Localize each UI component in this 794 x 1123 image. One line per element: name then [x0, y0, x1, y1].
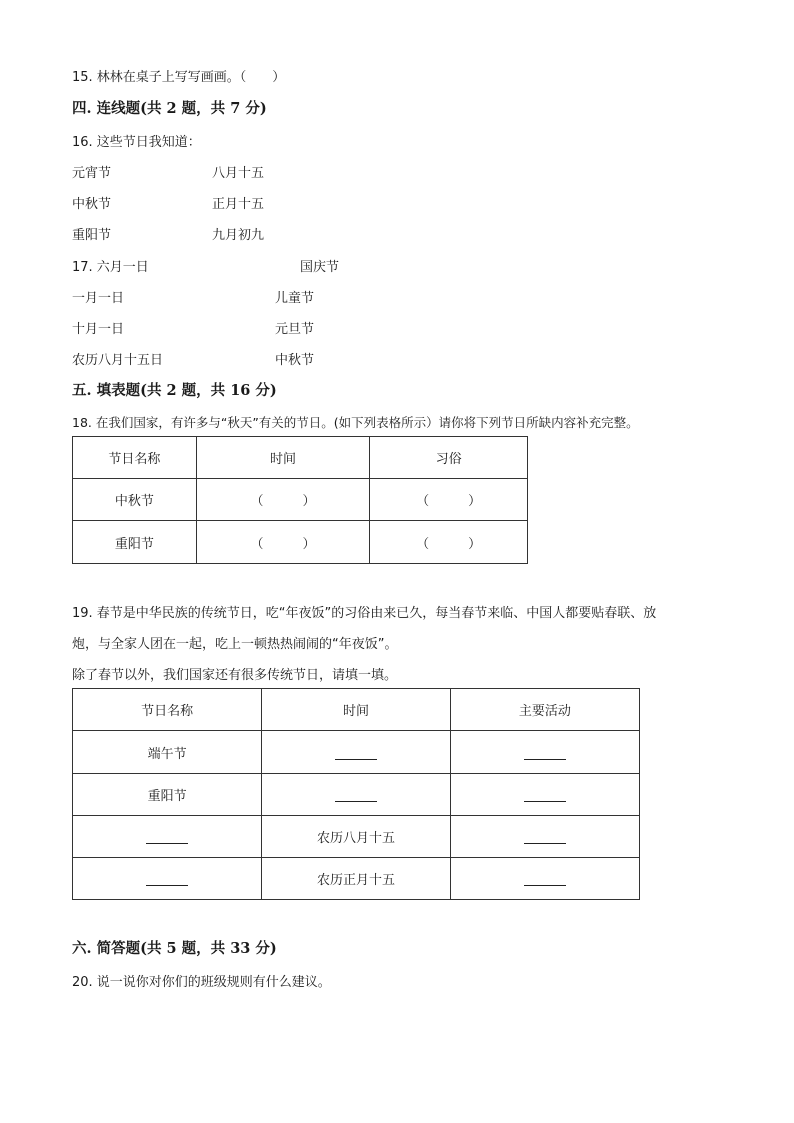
question-19-line2: 炮，与全家人团在一起，吃上一顿热热闹闹的“年夜饭”。 — [72, 637, 398, 652]
table-19-blank[interactable] — [73, 858, 262, 900]
table-19-cell: 农历八月十五 — [262, 816, 450, 858]
q17-right-item: 儿童节 — [275, 291, 315, 306]
table-19-blank[interactable] — [450, 816, 639, 858]
section-6-heading: 六. 简答题(共 5 题，共 33 分) — [72, 940, 277, 957]
q17-right-item: 中秋节 — [275, 353, 315, 368]
question-19-line3: 除了春节以外，我们国家还有很多传统节日，请填一填。 — [72, 668, 398, 683]
table-18-blank[interactable]: （ ） — [196, 479, 370, 521]
q17-left-item: 一月一日 — [72, 291, 125, 306]
q17-left-item: 十月一日 — [72, 322, 125, 337]
table-19-blank[interactable] — [262, 731, 450, 774]
blank-line[interactable] — [524, 745, 566, 760]
q16-right-item: 九月初九 — [212, 228, 265, 243]
question-18: 18. 在我们国家，有许多与“秋天”有关的节日。(如下列表格所示）请你将下列节日所缺内容补充完整。 — [72, 415, 639, 430]
q16-right-item: 正月十五 — [212, 197, 265, 212]
question-17: 17. 六月一日 — [72, 260, 149, 275]
section-5-heading: 五. 填表题(共 2 题，共 16 分) — [72, 382, 277, 399]
table-19-blank[interactable] — [450, 858, 639, 900]
blank-line[interactable] — [524, 787, 566, 802]
question-15: 15. 林林在桌子上写写画画。（ ） — [72, 70, 286, 85]
question-20: 20. 说一说你对你们的班级规则有什么建议。 — [72, 975, 331, 990]
table-19-cell: 端午节 — [73, 731, 262, 774]
question-16: 16. 这些节日我知道： — [72, 135, 201, 150]
table-19 — [72, 688, 640, 900]
table-19-header: 节日名称 — [73, 689, 262, 731]
q17-right-item: 元旦节 — [275, 322, 315, 337]
blank-line[interactable] — [524, 871, 566, 886]
q16-right-item: 八月十五 — [212, 166, 265, 181]
blank-line[interactable] — [146, 829, 188, 844]
table-19-cell: 农历正月十五 — [262, 858, 450, 900]
question-19-line1: 19. 春节是中华民族的传统节日，吃“年夜饭”的习俗由来已久，每当春节来临、中国人都要贴春联、放 — [72, 606, 657, 621]
table-18-cell: 重阳节 — [73, 521, 197, 564]
table-18-blank[interactable]: （ ） — [370, 521, 528, 564]
table-19-blank[interactable] — [450, 731, 639, 774]
table-19-header: 主要活动 — [450, 689, 639, 731]
table-18-header: 习俗 — [370, 437, 528, 479]
table-19-blank[interactable] — [73, 816, 262, 858]
blank-line[interactable] — [335, 787, 377, 802]
table-18-blank[interactable]: （ ） — [370, 479, 528, 521]
table-19-cell: 重阳节 — [73, 774, 262, 816]
q16-left-item: 重阳节 — [72, 228, 112, 243]
blank-line[interactable] — [146, 871, 188, 886]
table-18-header: 时间 — [196, 437, 370, 479]
table-18 — [72, 436, 528, 564]
q16-left-item: 元宵节 — [72, 166, 112, 181]
table-19-blank[interactable] — [450, 774, 639, 816]
table-19-header: 时间 — [262, 689, 450, 731]
table-18-blank[interactable]: （ ） — [196, 521, 370, 564]
q16-left-item: 中秋节 — [72, 197, 112, 212]
blank-line[interactable] — [335, 745, 377, 760]
q17-right-item: 国庆节 — [300, 260, 340, 275]
table-18-cell: 中秋节 — [73, 479, 197, 521]
blank-line[interactable] — [524, 829, 566, 844]
table-19-blank[interactable] — [262, 774, 450, 816]
table-18-header: 节日名称 — [73, 437, 197, 479]
section-4-heading: 四. 连线题(共 2 题，共 7 分) — [72, 100, 267, 117]
q17-left-item: 农历八月十五日 — [72, 353, 164, 368]
